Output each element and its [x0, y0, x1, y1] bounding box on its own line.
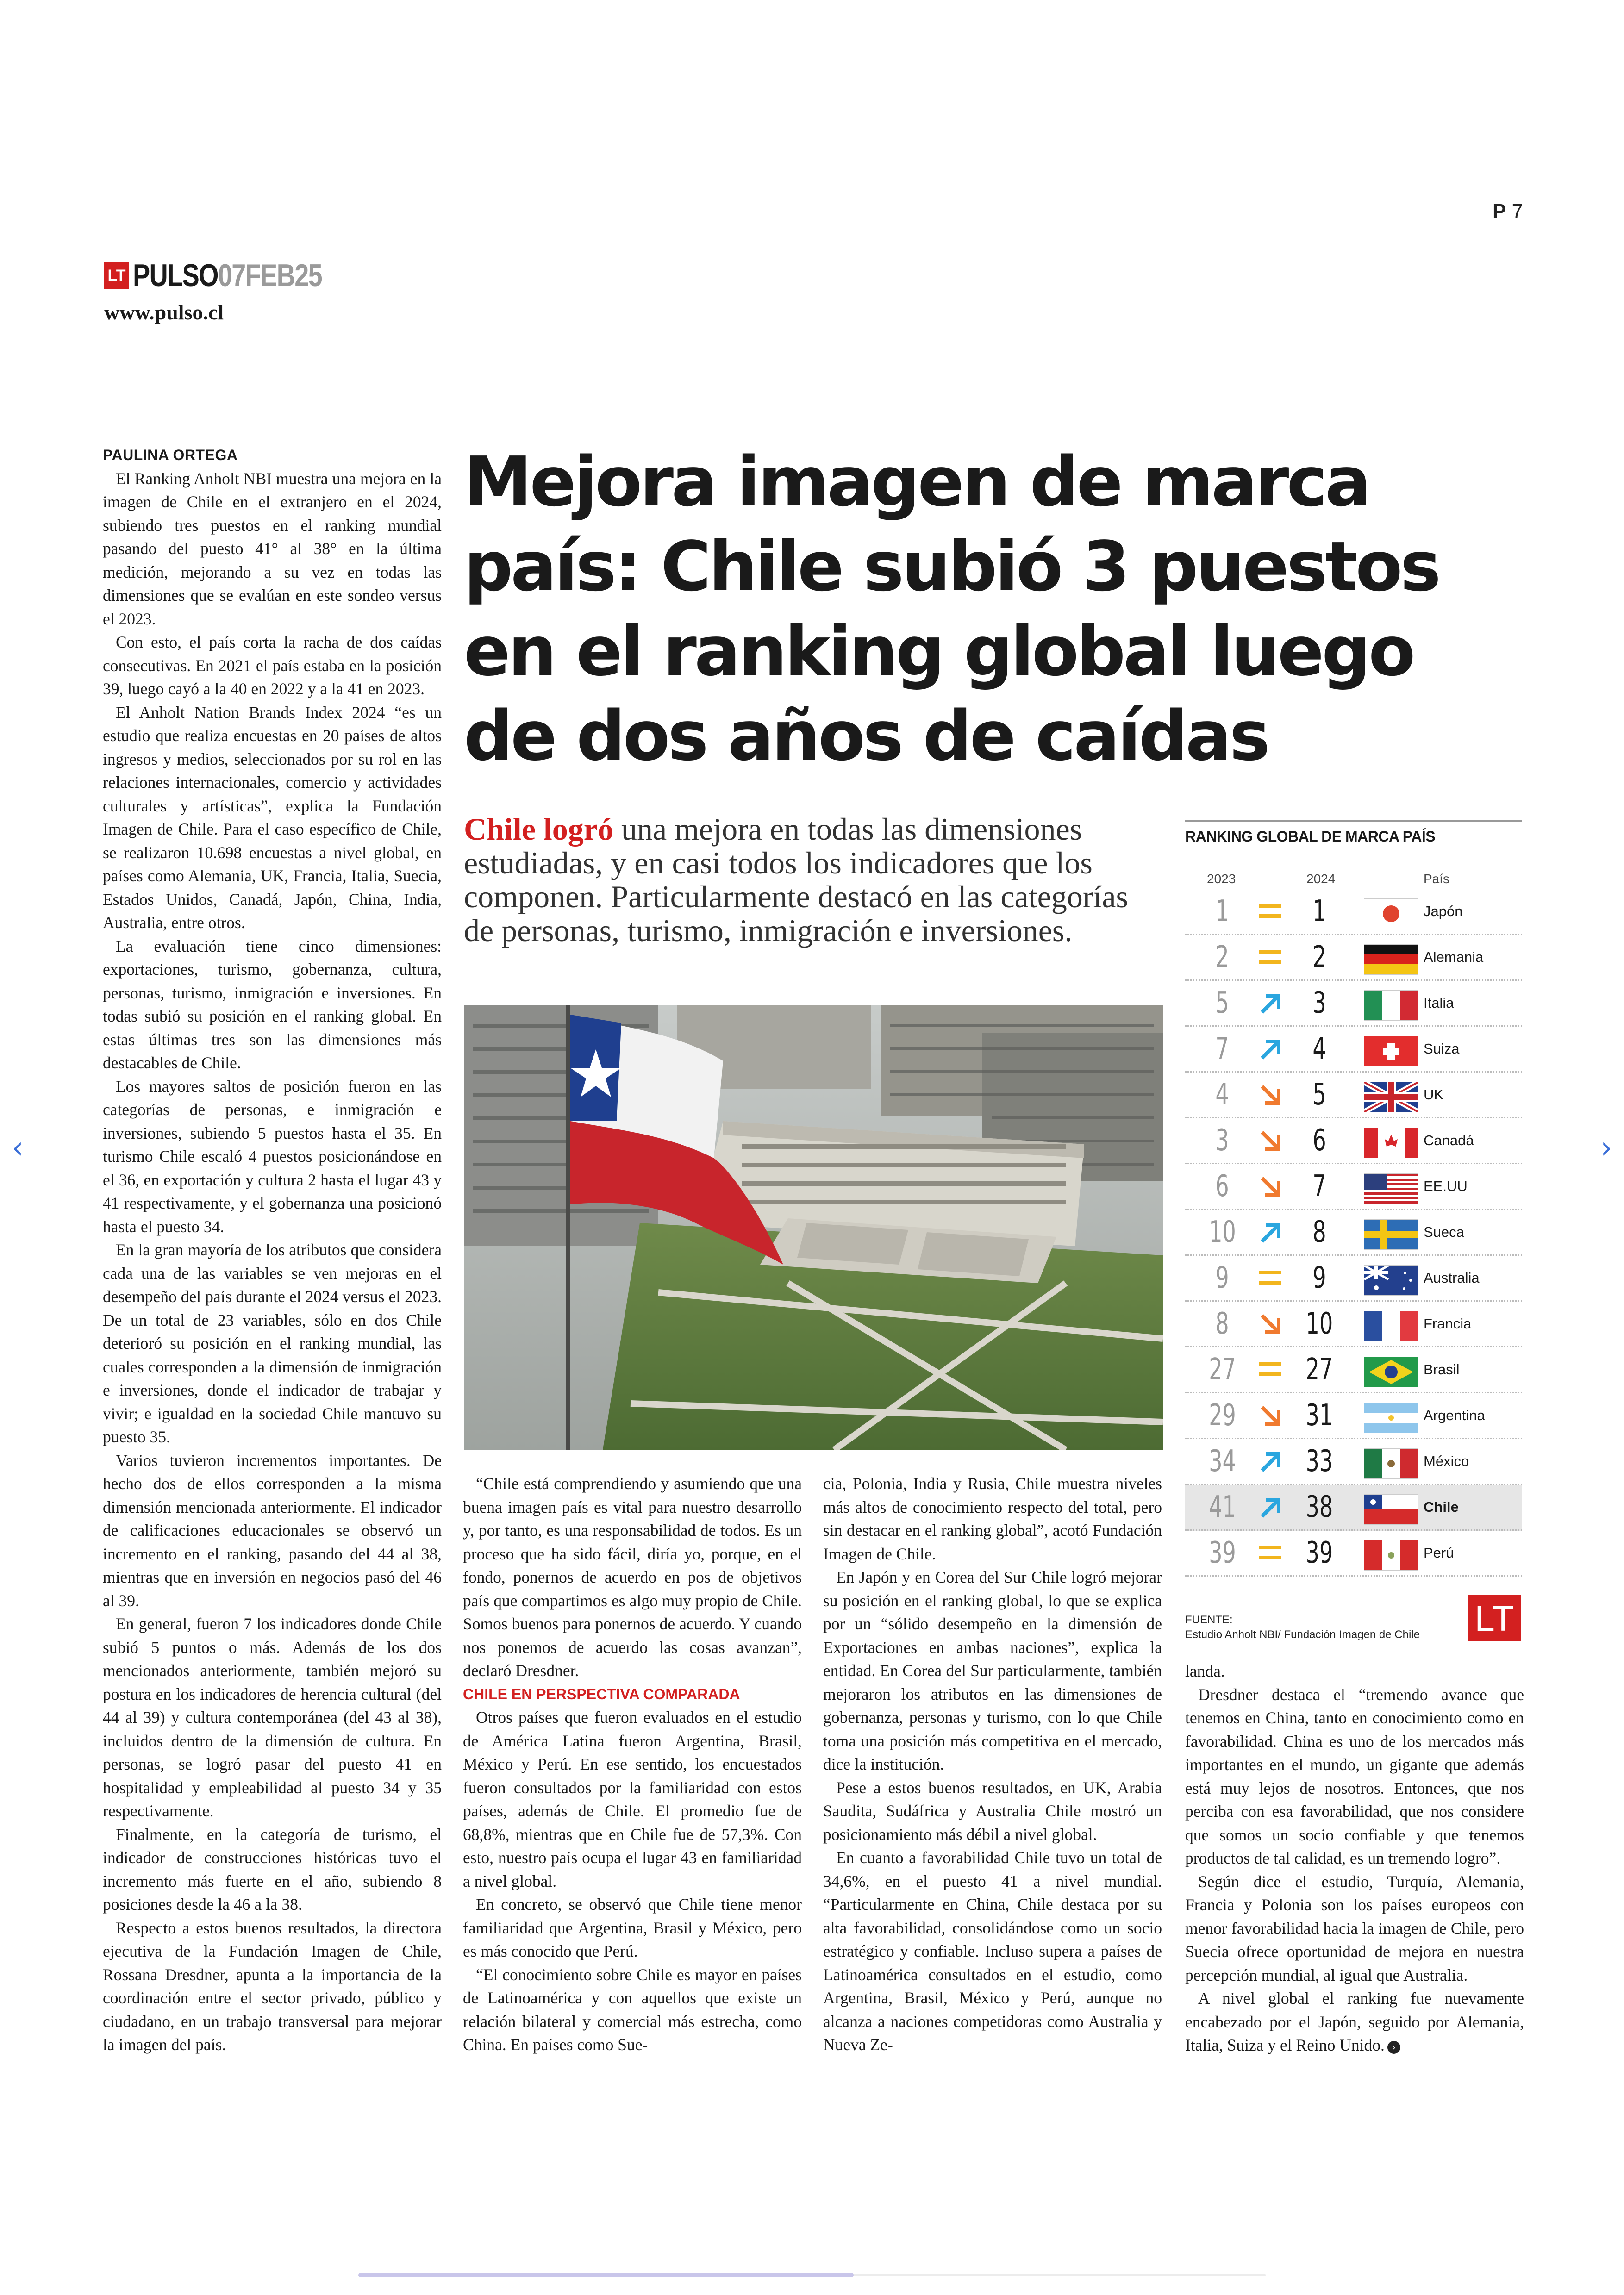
chart-source	[1185, 1613, 1420, 1642]
paragraph: A nivel global el ranking fue nuevamente encabezado por el Japón, seguido por Alemania, Italia, Suiza y el Reino Unido. ›	[1185, 1989, 1524, 2054]
trend-equal-icon	[1257, 898, 1283, 924]
ranking-row	[1185, 1027, 1522, 1073]
chart-title: RANKING GLOBAL DE MARCA PAÍS	[1185, 820, 1522, 857]
ranking-row	[1185, 1164, 1522, 1210]
ranking-row	[1185, 1393, 1522, 1439]
deck-text: una mejora en todas las dimensiones estudiadas, y en casi todos los indicadores que los componen. Particularmente destacó en las categorías de personas, turismo, inmigración e inversiones.	[464, 811, 1128, 948]
trend-down-icon	[1257, 1403, 1283, 1428]
ranking-chart	[1185, 820, 1522, 1577]
lt-logo-small: LT	[104, 262, 129, 289]
trend-down-icon	[1257, 1173, 1283, 1199]
country-name: EE.UU	[1424, 1178, 1468, 1194]
paragraph: La evaluación tiene cinco dimensiones: exportaciones, turismo, gobernanza, cultura, personas, turismo, inmigración e inversiones. En todas subió su posición en el ranking global. En estas últimas tres son las dimensiones más destacables de Chile.	[103, 936, 442, 1072]
article-deck	[464, 812, 1149, 948]
ranking-row	[1185, 1531, 1522, 1577]
country-name: México	[1424, 1453, 1469, 1469]
rank-2024: 10	[1305, 1307, 1333, 1341]
masthead	[104, 259, 363, 292]
website-link[interactable]: www.pulso.cl	[104, 300, 224, 324]
country-name: Italia	[1424, 995, 1454, 1011]
ranking-row	[1185, 1485, 1522, 1531]
rank-2023: 39	[1209, 1536, 1236, 1570]
country-name: Perú	[1424, 1545, 1454, 1561]
country-name: UK	[1424, 1086, 1444, 1103]
rank-2024: 3	[1312, 986, 1326, 1020]
paragraph: cia, Polonia, India y Rusia, Chile muestra niveles más altos de conocimiento respecto del total, pero sin destacar en el ranking global”, acotó Fundación Imagen de Chile.	[823, 1474, 1162, 1563]
flag-switzerland-icon	[1364, 1036, 1418, 1066]
rank-2024: 1	[1312, 894, 1326, 929]
paragraph: Según dice el estudio, Turquía, Alemania, Francia y Polonia son los países europeos con menor favorabilidad hacia la imagen de Chile, pero Suecia ofrece oportunidad de mejora en nuestra percepción mundial, al igual que Australia.	[1185, 1872, 1524, 1984]
flag-chile-icon	[1364, 1494, 1418, 1525]
ranking-row	[1185, 1302, 1522, 1347]
rank-2024: 8	[1312, 1215, 1326, 1249]
rank-2024: 39	[1305, 1536, 1333, 1570]
flag-sweden-icon	[1364, 1219, 1418, 1250]
paragraph: Pese a estos buenos resultados, en UK, Arabia Saudita, Sudáfrica y Australia Chile mostró un posicionamiento más débil a nivel global.	[823, 1778, 1162, 1844]
column-header-2023: 2023	[1207, 872, 1236, 886]
trend-up-icon	[1257, 1494, 1283, 1520]
paragraph: “El conocimiento sobre Chile es mayor en países de Latinoamérica y con aquellos que existe un relación bilateral y comercial más estrecha, como China. En países como Sue-	[463, 1965, 802, 2054]
rank-2024: 4	[1312, 1032, 1326, 1066]
flag-usa-icon	[1364, 1173, 1418, 1204]
flag-italy-icon	[1364, 990, 1418, 1021]
horizontal-scrollbar-thumb[interactable]	[358, 2273, 854, 2277]
rank-2023: 34	[1209, 1444, 1236, 1478]
flag-peru-icon	[1364, 1540, 1418, 1571]
trend-up-icon	[1257, 1036, 1283, 1062]
country-name: Argentina	[1424, 1407, 1485, 1423]
rank-2024: 31	[1305, 1398, 1333, 1433]
trend-equal-icon	[1257, 1540, 1283, 1566]
paragraph: En Japón y en Corea del Sur Chile logró mejorar su posición en el ranking global, lo que se explica por un “sólido desempeño en la dimensión de Exportaciones en ambas naciones”, explica la entidad. En Corea del Sur particularmente, también mejoraron los atributos en las dimensiones de gobernanza, personas y turismo, con lo que Chile toma una posición más competitiva en el mercado, dice la institución.	[823, 1568, 1162, 1773]
rank-2024: 27	[1305, 1353, 1333, 1387]
column-header-2024: 2024	[1306, 872, 1336, 886]
country-name: Canadá	[1424, 1132, 1474, 1148]
flag-brazil-icon	[1364, 1357, 1418, 1387]
paragraph: “Chile está comprendiendo y asumiendo que una buena imagen país es vital para nuestro desarrollo y, por tanto, es una responsabilidad de todos. Es un proceso que ha sido fácil, diría yo, porque, en el fondo, ponernos de acuerdo en pos de objetivos país que compartimos es algo muy propio de Chile. Somos buenos para ponernos de acuerdo. Y cuando nos ponemos de acuerdo las cosas avanzan”, declaró Dresdner.	[463, 1474, 802, 1680]
flag-canada-icon	[1364, 1128, 1418, 1158]
paragraph: En concreto, se observó que Chile tiene menor familiaridad que Argentina, Brasil y México, pero es más conocido que Perú.	[463, 1895, 802, 1960]
country-name: Francia	[1424, 1316, 1472, 1332]
article-photo	[464, 1005, 1163, 1450]
previous-page-arrow-icon[interactable]: ‹	[12, 1131, 24, 1165]
paragraph: En general, fueron 7 los indicadores donde Chile subió 5 puntos o más. Además de los dos mencionados anteriormente, también mejoró su postura en los indicadores de herencia cultural (del 44 al 39) y cultura contemporánea (del 43 al 38), incluidos dentro de la dimensión de cultura. En personas, se logró pasar del puesto 41 en hospitalidad y empleabilidad al puesto 34 y 35 respectivamente.	[103, 1615, 442, 1820]
trend-equal-icon	[1257, 1265, 1283, 1291]
flag-france-icon	[1364, 1311, 1418, 1341]
ranking-row	[1185, 981, 1522, 1027]
paragraph: Dresdner destaca el “tremendo avance que tenemos en China, tanto en conocimiento como en favorabilidad. China es uno de los mercados más importantes en el mundo, un gigante que además está muy lejos de nosotros. Entonces, que nos perciba con esa favorabilidad, que nos considere que somos un socio confiable y que tenemos productos de tal calidad, es un tremendo logro”.	[1185, 1685, 1524, 1867]
article-column-2	[463, 1472, 802, 2057]
article-column-3	[823, 1472, 1162, 2057]
ranking-row	[1185, 1118, 1522, 1164]
rank-2023: 8	[1215, 1307, 1229, 1341]
country-name: Alemania	[1424, 949, 1484, 965]
paragraph: En la gran mayoría de los atributos que considera cada una de las variables se ven mejoras en el desempeño del país durante el 2024 versus el 2023. De un total de 23 variables, sólo en dos Chile deterioró su posición en el ranking mundial, las cuales corresponden a la dimensión de inmigración e inversiones, donde el indicador de trabajar y vivir; e igualdad en la sociedad Chile mantuvo su puesto 35.	[103, 1241, 442, 1446]
rank-2023: 1	[1215, 894, 1229, 929]
rank-2023: 9	[1215, 1261, 1229, 1295]
lt-logo: LT	[1468, 1595, 1521, 1641]
paragraph: El Ranking Anholt NBI muestra una mejora en la imagen de Chile en el extranjero en el 2024, subiendo tres puestos en el ranking mundial pasando del puesto 41° al 38° en la última medición, mejorando a su vez en todas las dimensiones que se evalúan en este sondeo versus el 2023.	[103, 469, 442, 628]
column-header-country: País	[1424, 872, 1450, 886]
publication-name	[133, 257, 322, 293]
source-text: Estudio Anholt NBI/ Fundación Imagen de Chile	[1185, 1628, 1420, 1641]
paragraph: Otros países que fueron evaluados en el estudio de América Latina fueron Argentina, Brasil, México y Perú. En ese sentido, los encuestados fueron consultados por la familiaridad con estos países, además de Chile. El promedio fue de 68,8%, mientras que en Chile fue de 57,3%. Con esto, nuestro país ocupa el lugar 43 en familiaridad a nivel global.	[463, 1708, 802, 1890]
publication-date: 07FEB25	[218, 258, 322, 293]
byline: PAULINA ORTEGA	[103, 447, 238, 463]
article-headline: Mejora imagen de marca país: Chile subió 3 puestos en el ranking global luego de dos años de caídas	[464, 442, 1439, 776]
article-column-1	[103, 443, 442, 2057]
rank-2023: 3	[1215, 1123, 1229, 1158]
trend-down-icon	[1257, 1311, 1283, 1337]
flag-mexico-icon	[1364, 1448, 1418, 1479]
rank-2023: 27	[1209, 1353, 1236, 1387]
deck-lead: Chile logró	[464, 811, 613, 847]
trend-equal-icon	[1257, 944, 1283, 970]
rank-2023: 29	[1209, 1398, 1236, 1433]
rank-2023: 2	[1215, 940, 1229, 974]
rank-2024: 38	[1305, 1490, 1333, 1524]
ranking-row	[1185, 1073, 1522, 1118]
trend-up-icon	[1257, 1219, 1283, 1245]
paragraph: Finalmente, en la categoría de turismo, el indicador de construcciones históricas tuvo el incremento más fuerte en el año, subiendo 8 posiciones desde la 46 a la 38.	[103, 1825, 442, 1914]
flag-japan-icon	[1364, 898, 1418, 929]
publication-title: PULSO	[133, 258, 218, 293]
rank-2023: 41	[1209, 1490, 1236, 1524]
article-column-4	[1185, 1659, 1524, 2057]
paragraph: El Anholt Nation Brands Index 2024 “es un estudio que realiza encuestas en 20 países de altos ingresos y medios, seleccionados por su rol en las relaciones internacionales, comercio y actividades culturales y artísticas”, explica la Fundación Imagen de Chile. Para el caso específico de Chile, se realizaron 10.698 encuestas a nivel global, en países como Alemania, UK, Francia, Italia, Suecia, Estados Unidos, Canadá, Japón, China, India, Australia, entre otros.	[103, 703, 442, 932]
rank-2023: 6	[1215, 1169, 1229, 1204]
ranking-row	[1185, 1439, 1522, 1485]
paragraph: Varios tuvieron incrementos importantes. De hecho dos de ellos corresponden a la misma dimensión mencionada anteriormente. El indicador de calificaciones educacionales se observó un incremento en el ranking, pasando del 44 al 38, mientras que en inversión en negocios pasó del 46 al 39.	[103, 1451, 442, 1610]
page-number-prefix: P	[1493, 200, 1506, 223]
rank-2024: 2	[1312, 940, 1326, 974]
trend-equal-icon	[1257, 1357, 1283, 1383]
chart-column-headers	[1185, 857, 1522, 889]
rank-2023: 7	[1215, 1032, 1229, 1066]
rank-2023: 10	[1209, 1215, 1236, 1249]
trend-up-icon	[1257, 1448, 1283, 1474]
end-mark-icon: ›	[1387, 2041, 1400, 2054]
rank-2023: 5	[1215, 986, 1229, 1020]
country-name: Japón	[1424, 903, 1463, 919]
trend-down-icon	[1257, 1082, 1283, 1108]
flag-argentina-icon	[1364, 1403, 1418, 1433]
section-subhead: CHILE EN PERSPECTIVA COMPARADA	[463, 1685, 740, 1703]
trend-down-icon	[1257, 1128, 1283, 1154]
country-name: Sueca	[1424, 1224, 1464, 1240]
la-moneda-photo	[464, 1005, 1163, 1450]
rank-2024: 7	[1312, 1169, 1326, 1204]
rank-2024: 33	[1305, 1444, 1333, 1478]
ranking-row	[1185, 935, 1522, 981]
ranking-row	[1185, 1256, 1522, 1302]
paragraph: Respecto a estos buenos resultados, la directora ejecutiva de la Fundación Imagen de Chile, Rossana Dresdner, apunta a la importancia de la coordinación entre el sector privado, público y ciudadano, en un trabajo transversal para mejorar la imagen del país.	[103, 1918, 442, 2054]
flag-australia-icon	[1364, 1265, 1418, 1296]
paragraph: En cuanto a favorabilidad Chile tuvo un total de 34,6%, en el puesto 41 a nivel mundial. “Particularmente en China, Chile destaca por su alta favorabilidad, consolidándose como un socio estratégico y confiable. Incluso supera a países de Latinoamérica consultados en el estudio, como Argentina, Brasil, México y Perú, aunque no alcanza a naciones competidoras como Australia y Nueva Ze-	[823, 1848, 1162, 2054]
next-page-arrow-icon[interactable]: ›	[1600, 1131, 1612, 1165]
source-label: FUENTE:	[1185, 1614, 1233, 1626]
trend-up-icon	[1257, 990, 1283, 1016]
country-name: Chile	[1424, 1499, 1459, 1515]
country-name: Suiza	[1424, 1041, 1460, 1057]
paragraph: Con esto, el país corta la racha de dos caídas consecutivas. En 2021 el país estaba en la posición 39, luego cayó a la 40 en 2022 y a la 41 en 2023.	[103, 633, 442, 698]
paragraph: Los mayores saltos de posición fueron en las categorías de personas, e inmigración e inversiones, subiendo 5 puestos hasta el 35. En turismo Chile escaló 4 puestos posicionándose en el 36, en exportación y cultura 2 hasta el lugar 43 y 41 respectivamente, y el gobernanza una posicionó hasta el puesto 34.	[103, 1077, 442, 1236]
rank-2023: 4	[1215, 1078, 1229, 1112]
rank-2024: 9	[1312, 1261, 1326, 1295]
rank-2024: 5	[1312, 1078, 1326, 1112]
ranking-rows	[1185, 889, 1522, 1577]
country-name: Brasil	[1424, 1361, 1460, 1378]
paragraph: landa.	[1185, 1662, 1225, 1680]
flag-uk-icon	[1364, 1082, 1418, 1112]
flag-germany-icon	[1364, 944, 1418, 975]
ranking-row	[1185, 1347, 1522, 1393]
ranking-row	[1185, 889, 1522, 935]
country-name: Australia	[1424, 1270, 1480, 1286]
ranking-row	[1185, 1210, 1522, 1256]
page-number-value: 7	[1512, 200, 1524, 223]
page-number	[1493, 200, 1523, 223]
rank-2024: 6	[1312, 1123, 1326, 1158]
